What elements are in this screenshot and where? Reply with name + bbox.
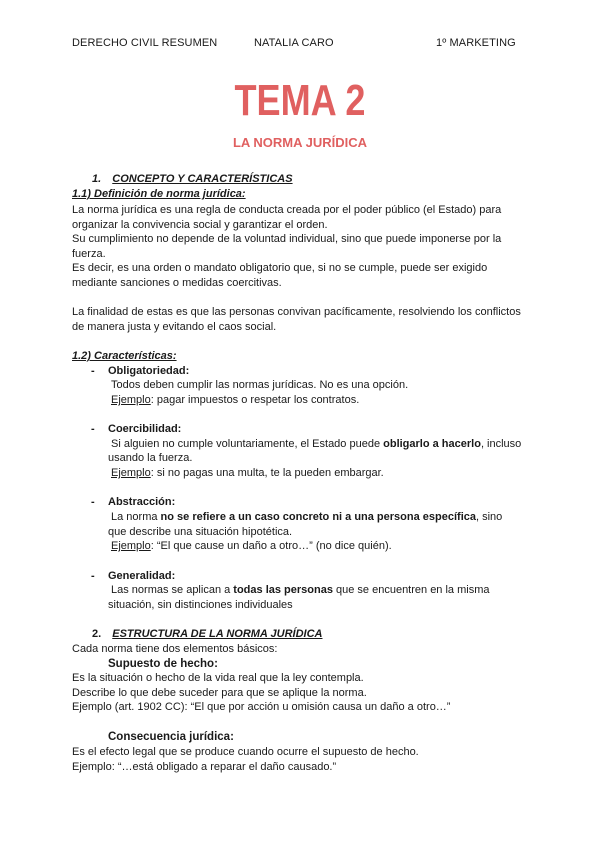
coercibilidad-label: Coercibilidad: bbox=[108, 423, 182, 435]
obligatoriedad-text: Todos deben cumplir las normas jurídicas. No es una opción. bbox=[111, 379, 409, 391]
header-author: NATALIA CARO bbox=[254, 37, 334, 49]
coercibilidad-example bbox=[111, 466, 384, 481]
section2-heading bbox=[92, 627, 322, 642]
text-run: que se encuentren en la misma bbox=[332, 584, 490, 596]
abstraccion-label: Abstracción: bbox=[108, 496, 176, 508]
bullet-dash: - bbox=[91, 496, 95, 508]
bold-run: no se refiere a un caso concreto ni a una persona específica bbox=[160, 511, 476, 523]
supuesto-paragraph bbox=[72, 671, 450, 715]
consecuencia-label: Consecuencia jurídica: bbox=[108, 731, 234, 743]
example-text: : “El que cause un daño a otro…” (no dice quién). bbox=[150, 540, 392, 552]
text-line: Su cumplimiento no depende de la voluntad individual, sino que puede imponerse por la bbox=[72, 233, 502, 246]
bullet-dash: - bbox=[91, 570, 95, 582]
example-text: : si no pagas una multa, te la pueden embargar. bbox=[150, 467, 384, 479]
text-run: , incluso bbox=[480, 438, 522, 450]
text-run: La norma bbox=[111, 511, 161, 523]
definition-paragraph bbox=[72, 203, 501, 291]
page-title: TEMA 2 bbox=[234, 76, 366, 125]
abstraccion-text bbox=[111, 510, 502, 525]
text-line: de manera justa y evitando el caos social. bbox=[72, 320, 277, 333]
section2-number: 2. bbox=[92, 628, 102, 640]
example-label: Ejemplo bbox=[111, 540, 151, 552]
coercibilidad-text bbox=[111, 437, 521, 452]
text-line: Es decir, es una orden o mandato obligatorio que, si no se cumple, puede ser exigido bbox=[72, 262, 488, 275]
text-line: Ejemplo: “…está obligado a reparar el daño causado.” bbox=[72, 760, 337, 773]
supuesto-label: Supuesto de hecho: bbox=[108, 658, 218, 670]
example-label: Ejemplo bbox=[111, 467, 151, 479]
generalidad-label: Generalidad: bbox=[108, 570, 176, 582]
purpose-paragraph bbox=[72, 305, 521, 334]
example-label: Ejemplo bbox=[111, 394, 151, 406]
obligatoriedad-example bbox=[111, 393, 359, 408]
generalidad-text-cont: situación, sin distinciones individuales bbox=[108, 599, 293, 611]
text-run: Las normas se aplican a bbox=[111, 584, 234, 596]
text-line: fuerza. bbox=[72, 247, 106, 260]
page-subtitle: LA NORMA JURÍDICA bbox=[232, 135, 368, 150]
text-line: organizar la convivencia social y garantizar el orden. bbox=[72, 218, 328, 231]
abstraccion-text-cont: que describe una situación hipotética. bbox=[108, 526, 293, 538]
text-line: Describe lo que debe suceder para que se aplique la norma. bbox=[72, 686, 367, 699]
text-line: La finalidad de estas es que las personas convivan pacíficamente, resolviendo los conflictos bbox=[72, 306, 521, 318]
section2-intro: Cada norma tiene dos elementos básicos: bbox=[72, 643, 278, 655]
section1-heading bbox=[92, 172, 293, 187]
generalidad-text bbox=[111, 583, 490, 598]
bullet-dash: - bbox=[91, 423, 95, 435]
abstraccion-example bbox=[111, 539, 392, 554]
text-line: La norma jurídica es una regla de conducta creada por el poder público (el Estado) para bbox=[72, 204, 502, 216]
bold-run: obligarlo a hacerlo bbox=[383, 438, 481, 450]
bold-run: todas las personas bbox=[233, 584, 333, 596]
text-run: Si alguien no cumple voluntariamente, el Estado puede bbox=[111, 438, 384, 450]
example-text: : pagar impuestos o respetar los contratos. bbox=[150, 394, 360, 406]
consecuencia-paragraph bbox=[72, 745, 419, 774]
subsection-1-2-title: 1.2) Características: bbox=[72, 350, 177, 362]
text-line: Es el efecto legal que se produce cuando ocurre el supuesto de hecho. bbox=[72, 746, 419, 758]
text-line: Ejemplo (art. 1902 CC): “El que por acción u omisión causa un daño a otro…” bbox=[72, 701, 451, 714]
bullet-dash: - bbox=[91, 365, 95, 377]
section1-title: CONCEPTO Y CARACTERÍSTICAS bbox=[112, 173, 293, 185]
obligatoriedad-label: Obligatoriedad: bbox=[108, 365, 190, 377]
section1-number: 1. bbox=[92, 173, 102, 185]
header-course: DERECHO CIVIL RESUMEN bbox=[72, 37, 218, 49]
section2-title: ESTRUCTURA DE LA NORMA JURÍDICA bbox=[112, 628, 323, 640]
header-group: 1º MARKETING bbox=[436, 37, 516, 49]
coercibilidad-text-cont: usando la fuerza. bbox=[108, 452, 193, 464]
text-line: Es la situación o hecho de la vida real que la ley contempla. bbox=[72, 672, 364, 684]
subsection-1-1-title: 1.1) Definición de norma jurídica: bbox=[72, 188, 246, 200]
text-run: , sino bbox=[475, 511, 503, 523]
text-line: mediante sanciones o medidas coercitivas. bbox=[72, 276, 282, 289]
